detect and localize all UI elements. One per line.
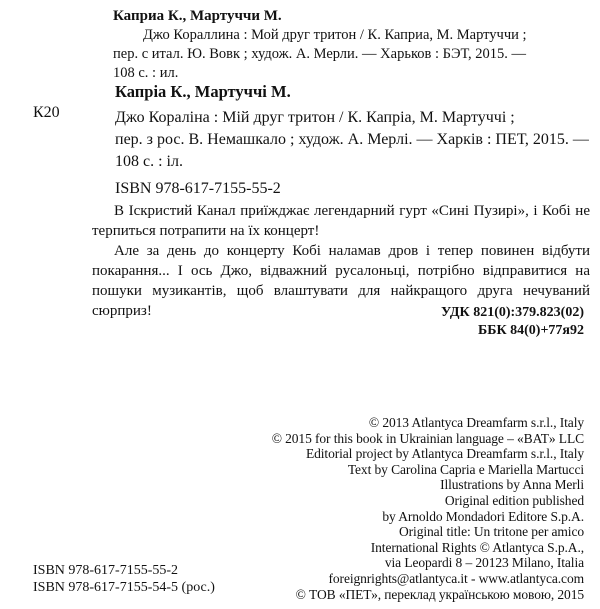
rights-line: Illustrations by Anna Merli bbox=[440, 477, 584, 493]
rights-line: © 2015 for this book in Ukrainian language – «BAT» LLC bbox=[271, 430, 584, 446]
isbn-list bbox=[33, 562, 215, 596]
rights-line: Original edition published bbox=[444, 492, 584, 508]
rights-line: foreignrights@atlantyca.it - www.atlantyca.com bbox=[328, 570, 584, 586]
isbn-russian: ISBN 978-617-7155-54-5 (рос.) bbox=[33, 580, 215, 595]
rights-line: Original title: Un tritone per amico bbox=[399, 524, 584, 540]
ua-card-title-line: Джо Кораліна : Мій друг тритон / К. Капріа, М. Мартуччі ; bbox=[115, 109, 515, 126]
rights-line: © ТОВ «ПЕТ», переклад українською мовою, 2015 bbox=[295, 586, 584, 602]
author-mark-code: К20 bbox=[33, 104, 60, 121]
ua-card-author: Капріа К., Мартуччі М. bbox=[115, 82, 291, 101]
classification-codes bbox=[441, 304, 584, 340]
ua-catalog-card bbox=[115, 82, 589, 175]
rights-line: Editorial project by Atlantyca Dreamfarm s.r.l., Italy bbox=[305, 446, 584, 462]
rights-line: International Rights © Atlantyca S.p.A., bbox=[370, 539, 584, 555]
rights-block bbox=[272, 415, 584, 602]
ru-card-author: Каприа К., Мартуччи М. bbox=[113, 8, 282, 24]
rights-line: via Leopardi 8 – 20123 Milano, Italia bbox=[384, 555, 584, 571]
bbk-code: ББК 84(0)+77я92 bbox=[477, 323, 584, 338]
ru-card-title-line: Джо Кораллина : Мой друг тритон / К. Каприа, М. Мартуччи ; bbox=[143, 27, 527, 43]
annotation bbox=[92, 201, 590, 321]
annotation-paragraph-2: Але за день до концерту Кобі наламав дров і тепер повинен відбути покарання... І ось Джо, відважний русалоньці, потрібно відправитися на пошуки музикантів, щоб влаштувати для найкращого друга нечуваний сюрприз! bbox=[92, 243, 590, 319]
ua-card-isbn: ISBN 978-617-7155-55-2 bbox=[115, 180, 281, 197]
ua-card-pages-line: 108 с. : іл. bbox=[115, 153, 183, 170]
rights-line: by Arnoldo Mondadori Editore S.p.A. bbox=[382, 508, 584, 524]
annotation-paragraph-1: В Іскристий Канал приїжджає легендарний гурт «Сині Пузирі», і Кобі не терпиться потрапити на їх концерт! bbox=[92, 203, 590, 239]
rights-line: Text by Carolina Capria e Mariella Martucci bbox=[347, 461, 584, 477]
ru-card-pages-line: 108 с. : ил. bbox=[113, 65, 179, 81]
ru-catalog-card bbox=[113, 0, 593, 83]
rights-line: © 2013 Atlantyca Dreamfarm s.r.l., Italy bbox=[368, 415, 584, 430]
ru-card-pub-line: пер. с итал. Ю. Вовк ; худож. А. Мерли. — Харьков : БЭТ, 2015. — bbox=[113, 46, 526, 62]
ua-card-pub-line: пер. з рос. В. Немашкало ; худож. А. Мерлі. — Харків : ПЕТ, 2015. — bbox=[115, 131, 589, 148]
udk-code: УДК 821(0):379.823(02) bbox=[441, 305, 584, 320]
isbn-ukrainian: ISBN 978-617-7155-55-2 bbox=[33, 563, 179, 578]
